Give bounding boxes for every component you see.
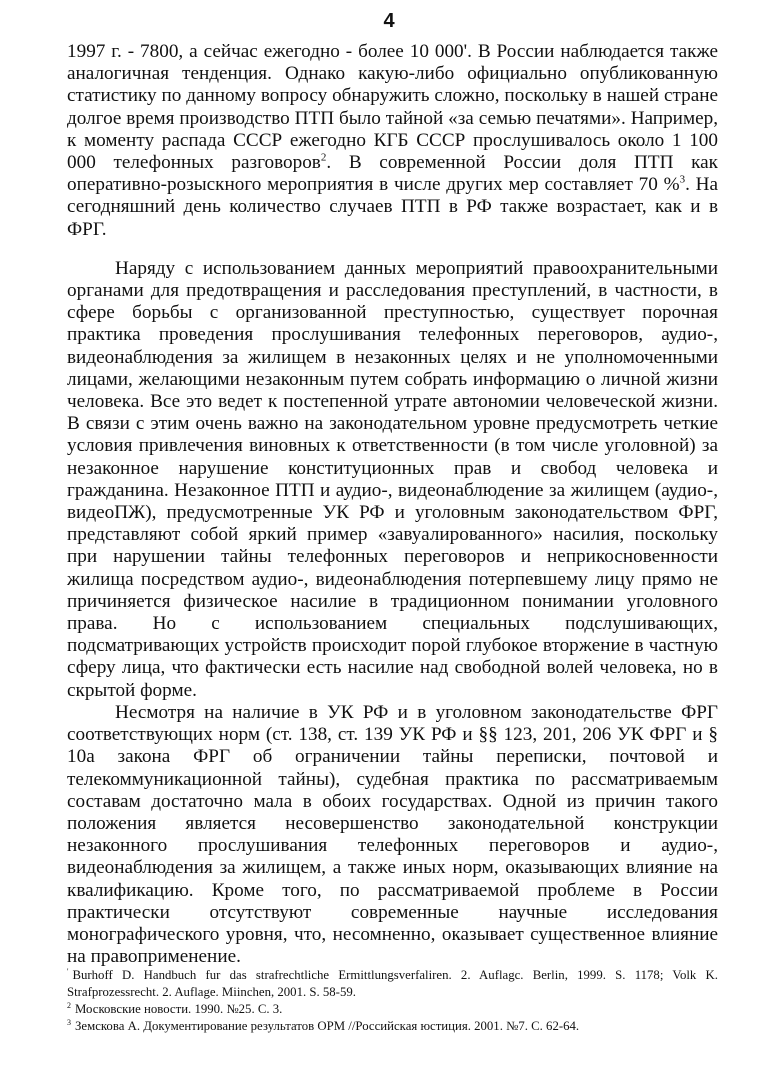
text-run: 1997 г. - 7800, а сейчас ежегодно - более 10 000'. В России наблюдается также аналогичная тенденция. Однако какую-либо официально опубликованную статистику по данному вопросу обнаружить сложно, поскольку в нашей стране долгое время производство ПТП было тайной «за семью печатями». Например, к моменту распада СССР ежегодно КГБ СССР прослушивалось около 1 100 000 телефонных разговоров [67,41,718,174]
footnote-ref: 3 [679,173,686,186]
footnotes [67,967,718,1035]
footnote [67,1001,718,1018]
footnote-text: Земскова А. Документирование результатов ОРМ //Российская юстиция. 2001. №7. С. 62-64. [75,1019,580,1033]
body-text [67,41,718,968]
paragraph [67,702,718,968]
footnote-ref: 2 [320,151,327,164]
footnote-mark: ' [67,966,69,976]
text-run: . На сегодняшний день количество случаев ПТП в РФ также возрастает, как и в ФРГ. [67,174,719,240]
paragraph [67,41,718,241]
footnote [67,1018,718,1035]
footnote-mark: 3 [67,1017,71,1027]
footnote [67,967,718,1001]
footnote-text: Московские новости. 1990. №25. С. 3. [75,1002,283,1016]
footnote-mark: 2 [67,1000,71,1010]
paragraph [67,258,718,702]
page-number: 4 [383,10,395,32]
text-run: Несмотря на наличие в УК РФ и в уголовном законодательстве ФРГ соответствующих норм (ст. 138, ст. 139 УК РФ и §§ 123, 201, 206 УК ФРГ и § 10а закона ФРГ об ограничении тайны переписки, почтовой и телекоммуникационной тайны), судебная практика по рассматриваемым составам достаточно мала в обоих государствах. Одной из причин такого положения является несовершенство законодательной конструкции незаконного прослушивания телефонных переговоров и аудио-, видеонаблюдения за жилищем, а также иных норм, оказывающих влияние на квалификацию. Кроме того, по рассматриваемой проблеме в России практически отсутствуют современные научные исследования монографического уровня, что, несомненно, оказывает существенное влияние на правоприменение. [67,701,718,968]
text-run: . В современной России доля ПТП как оперативно-розыскного мероприятия в числе других мер составляет 70 % [67,152,718,196]
footnote-text: Burhoff D. Handbuch fur das strafrechtliche Ermittlungsverfaliren. 2. Auflagc. Berlin, 1999. S. 1178; Volk K. Strafprozessrecht. 2. Auflage. Miinchen, 2001. S. 58-59. [67,968,718,999]
text-run: Наряду с использованием данных мероприятий правоохранительными органами для предотвращения и расследования преступлений, в частности, в сфере борьбы с организованной преступностью, существует порочная практика проведения прослушивания телефонных переговоров, аудио-, видеонаблюдения за жилищем в незаконных целях и не уполномоченными лицами, желающими незаконным путем собрать информацию о личной жизни человека. Все это ведет к постепенной утрате автономии человеческой жизни. В связи с этим очень важно на законодательном уровне предусмотреть четкие условия привлечения виновных к ответственности (в том числе уголовной) за незаконное нарушение конституционных прав и свобод человека и гражданина. Незаконное ПТП и аудио-, видеонаблюдение за жилищем (аудио-, видеоПЖ), предусмотренные УК РФ и уголовным законодательством ФРГ, представляют собой яркий пример «завуалированного» насилия, поскольку при нарушении тайны телефонных переговоров и неприкосновенности жилища посредством аудио-, видеонаблюдения потерпевшему лицу прямо не причиняется физическое насилие в традиционном понимании уголовного права. Но с использованием специальных подслушивающих, подсматривающих устройств происходит порой глубокое вторжение в частную сферу лица, что фактически есть насилие над свободной волей человека, но в скрытой форме. [67,257,718,701]
